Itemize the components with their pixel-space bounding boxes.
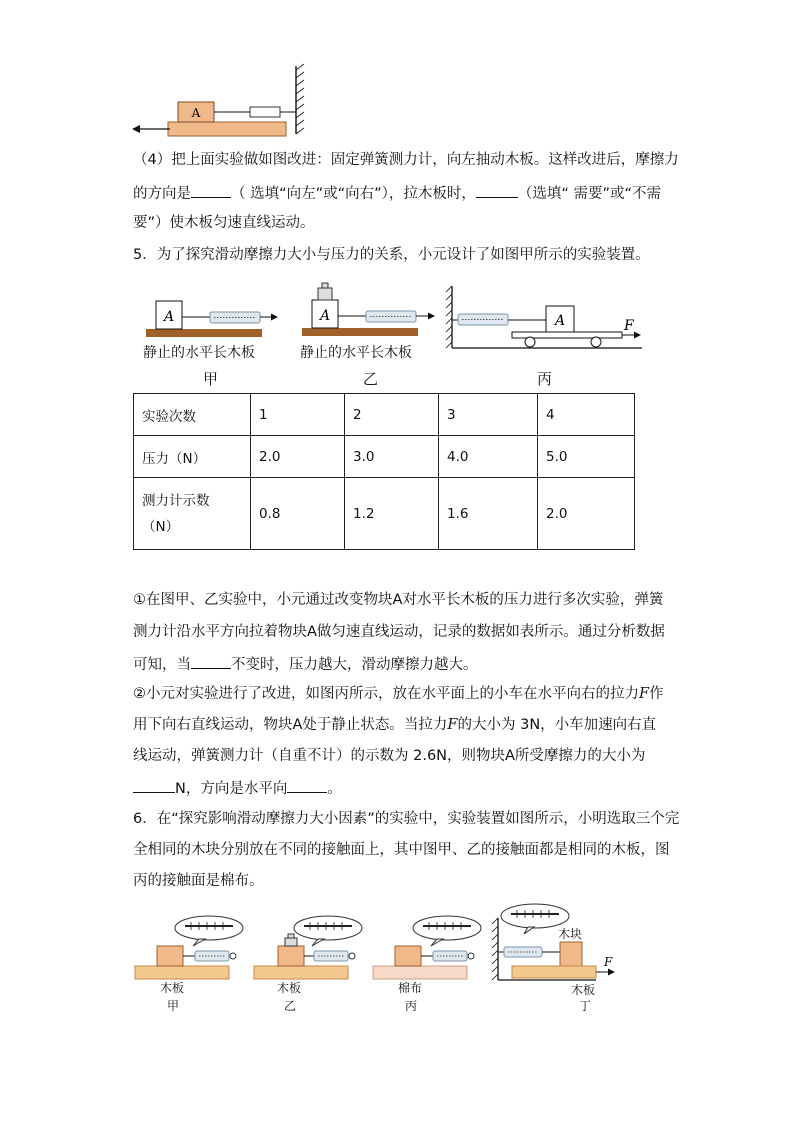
q6-figure-ding [490, 900, 620, 982]
q5-p2-line4: N，方向是水平向 。 [133, 777, 342, 799]
figure-label-bing-q6: 丙 [405, 999, 418, 1013]
q4-line3: 要”）使木板匀速直线运动。 [133, 215, 315, 231]
figure-label-ding-q6: 丁 [579, 999, 592, 1013]
table-row: 实验次数 1 2 3 4 [134, 394, 635, 436]
q5-figure-bing [446, 284, 646, 352]
force-label-f-q6: F [604, 955, 613, 969]
q5-p2-line2: 用下向右直线运动，物块A处于静止状态。当拉力F的大小为 3N，小车加速向右直 [133, 717, 657, 733]
force-label-f: F [624, 318, 634, 334]
board-caption-yi: 静止的水平长木板 [300, 345, 412, 361]
figure-label-bing: 丙 [537, 370, 553, 388]
q6-figure-yi [252, 912, 367, 982]
figure-label-yi: 乙 [363, 370, 379, 388]
svg-text:A: A [319, 308, 331, 324]
q6-line1: 6．在“探究影响滑动摩擦力大小因素”的实验中，实验装置如图所示，小明选取三个完 [133, 811, 680, 827]
answer-blank-friction-direction[interactable] [287, 777, 327, 793]
answer-blank-friction[interactable] [133, 777, 175, 793]
surface-label-jia: 木板 [160, 981, 185, 995]
q6-line3: 丙的接触面是棉布。 [133, 873, 264, 889]
figure-label-yi-q6: 乙 [284, 999, 297, 1013]
q4-line2: 的方向是 （ 选填“向左”或“向右”），拉木板时， （选填“ 需要”或“不需 [133, 182, 661, 204]
svg-text:A: A [163, 309, 175, 325]
figure-label-jia-q6: 甲 [167, 999, 180, 1013]
q4-line1: （4）把上面实验做如图改进：固定弹簧测力计，向左抽动木板。这样改进后，摩擦力 [133, 152, 679, 168]
q5-intro: 5．为了探究滑动摩擦力大小与压力的关系，小元设计了如图甲所示的实验装置。 [133, 247, 650, 263]
q5-p2-line1: ②小元对实验进行了改进，如图丙所示，放在水平面上的小车在水平向右的拉力F作 [133, 686, 664, 702]
answer-blank-direction[interactable] [191, 182, 231, 198]
block-a-label: A [191, 106, 201, 120]
q5-figure-jia [140, 295, 280, 345]
q5-p1-line3: 可知，当 不变时，压力越大，滑动摩擦力越大。 [133, 653, 478, 675]
q6-figure-jia [133, 912, 248, 982]
surface-label-yi: 木板 [277, 981, 302, 995]
answer-blank-control[interactable] [191, 653, 231, 669]
data-table [133, 393, 635, 550]
q5-p1-line1: ①在图甲、乙实验中，小元通过改变物块A对水平长木板的压力进行多次实验，弹簧 [133, 592, 664, 608]
friction-figure-top [130, 62, 310, 140]
table-row: 压力（N） 2.0 3.0 4.0 5.0 [134, 436, 635, 478]
q5-figure-yi [296, 278, 441, 344]
q6-line2: 全相同的木块分别放在不同的接触面上，其中图甲、乙的接触面都是相同的木板，图 [133, 842, 670, 858]
table-row: 测力计示数 （N） 0.8 1.2 1.6 2.0 [134, 478, 635, 550]
q5-p1-line2: 测力计沿水平方向拉着物块A做匀速直线运动，记录的数据如表所示。通过分析数据 [133, 624, 665, 640]
figure-label-jia: 甲 [203, 370, 219, 388]
surface-label-ding: 木板 [571, 983, 596, 997]
board-caption-jia: 静止的水平长木板 [143, 345, 255, 361]
surface-label-bing: 棉布 [398, 981, 423, 995]
q6-figure-bing [371, 912, 486, 982]
block-label-ding: 木块 [558, 927, 583, 941]
q5-p2-line3: 线运动，弹簧测力计（自重不计）的示数为 2.6N，则物块A所受摩擦力的大小为 [133, 748, 646, 764]
svg-text:A: A [554, 313, 566, 329]
answer-blank-uniform[interactable] [476, 182, 518, 198]
